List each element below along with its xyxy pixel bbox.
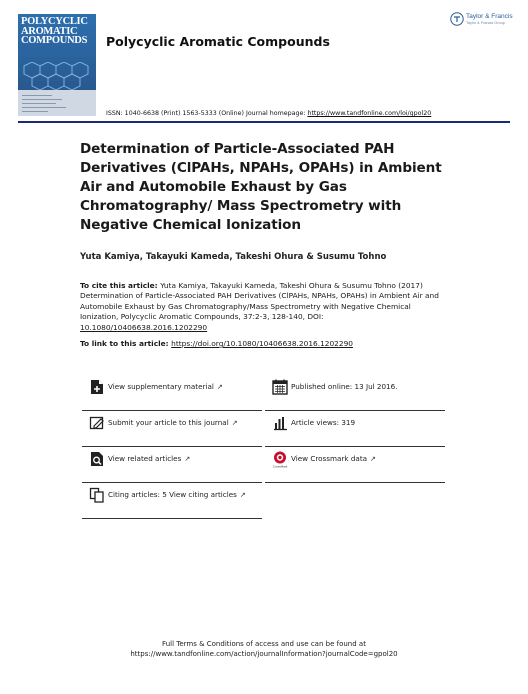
cover-title: POLYCYCLIC AROMATIC COMPOUNDS bbox=[21, 16, 88, 46]
bar-chart-icon bbox=[271, 414, 289, 432]
publisher-name: Taylor & Francis bbox=[466, 13, 513, 20]
footer-terms-link[interactable]: https://www.tandfonline.com/action/journalInformation?journalCode=gpol20 bbox=[130, 650, 398, 658]
article-title: Determination of Particle-Associated PAH Derivatives (ClPAHs, NPAHs, OPAHs) in Ambient Air and Automobile Exhaust by Gas Chromatography/ Mass Spectrometry with Negative Chemical Ionization bbox=[80, 141, 442, 233]
publisher-tagline: Taylor & Francis Group bbox=[466, 21, 505, 25]
published-online-tile bbox=[265, 376, 445, 411]
citing-articles-label: Citing articles: 5 View citing articles bbox=[108, 490, 237, 499]
taylor-francis-logo-icon bbox=[450, 12, 464, 26]
view-supplementary-material-tile[interactable] bbox=[82, 376, 262, 411]
document-plus-icon bbox=[88, 378, 106, 396]
calendar-icon bbox=[271, 378, 289, 396]
journal-name: Polycyclic Aromatic Compounds bbox=[106, 34, 330, 49]
copy-documents-icon bbox=[88, 486, 106, 504]
footer-terms-text: Full Terms & Conditions of access and use can be found at bbox=[162, 640, 366, 648]
header-divider bbox=[18, 121, 510, 123]
external-link-icon: ↗ bbox=[239, 491, 246, 499]
doi-link[interactable]: https://doi.org/10.1080/10406638.2016.1202290 bbox=[171, 339, 353, 348]
issn-line bbox=[106, 110, 431, 117]
article-link bbox=[80, 339, 353, 348]
view-supplementary-label: View supplementary material bbox=[108, 382, 214, 391]
crossmark-text: CrossMark bbox=[272, 464, 288, 468]
issn-text: ISSN: 1040-6638 (Print) 1563-5333 (Online) Journal homepage: bbox=[106, 110, 308, 117]
footer bbox=[0, 639, 528, 659]
authors: Yuta Kamiya, Takayuki Kameda, Takeshi Ohura & Susumu Tohno bbox=[80, 252, 387, 262]
citing-articles-tile[interactable] bbox=[82, 484, 262, 519]
submit-article-tile[interactable] bbox=[82, 412, 262, 447]
external-link-icon: ↗ bbox=[370, 455, 376, 463]
view-related-articles-tile[interactable] bbox=[82, 448, 262, 483]
external-link-icon: ↗ bbox=[231, 419, 238, 427]
edit-document-icon bbox=[88, 414, 106, 432]
hexagon-pattern-icon bbox=[18, 62, 96, 92]
external-link-icon: ↗ bbox=[216, 383, 223, 391]
search-document-icon bbox=[88, 450, 106, 468]
view-crossmark-tile[interactable] bbox=[265, 448, 445, 483]
published-online-label: Published online: 13 Jul 2016. bbox=[291, 382, 398, 391]
citation bbox=[80, 281, 450, 333]
publisher-logo bbox=[450, 12, 512, 34]
cover-strip bbox=[18, 90, 96, 116]
cite-doi-link[interactable]: 10.1080/10406638.2016.1202290 bbox=[80, 322, 208, 332]
external-link-icon: ↗ bbox=[184, 455, 191, 463]
article-views-tile bbox=[265, 412, 445, 447]
view-crossmark-label: View Crossmark data bbox=[291, 454, 368, 463]
article-views-label: Article views: 319 bbox=[291, 418, 356, 427]
view-related-label: View related articles bbox=[108, 454, 182, 463]
journal-homepage-link[interactable]: https://www.tandfonline.com/loi/gpol20 bbox=[307, 110, 432, 117]
cite-label: To cite this article: bbox=[80, 281, 161, 290]
submit-article-label: Submit your article to this journal bbox=[108, 418, 229, 427]
link-label: To link to this article: bbox=[80, 339, 172, 348]
cite-text: Yuta Kamiya, Takayuki Kameda, Takeshi Ohura & Susumu Tohno (2017) Determination of Particle-Associated PAH Derivatives (ClPAHs, NPAHs, OPAHs) in Ambient Air and Automobile Exhaust by Gas Chromatography/Mass Spectrometry with Negative Chemical Ionization, Polycyclic Aromatic Compounds, 37:2-3, 128-140, DOI: bbox=[80, 281, 439, 322]
crossmark-icon bbox=[271, 450, 289, 468]
journal-cover bbox=[18, 14, 96, 116]
